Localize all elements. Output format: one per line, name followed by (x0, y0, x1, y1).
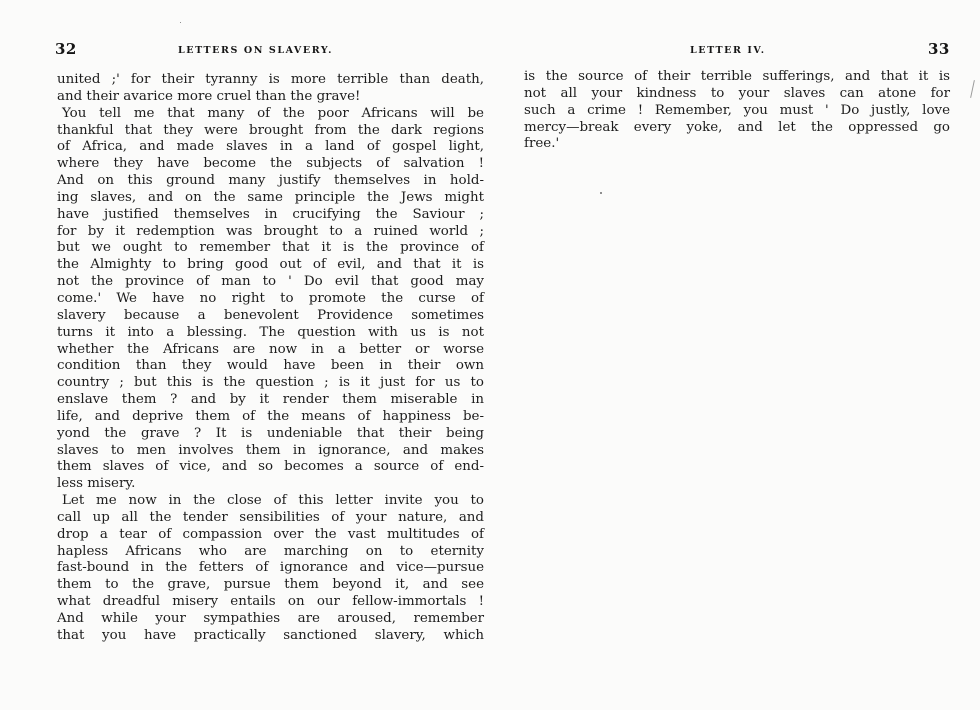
text-line: of Africa, and made slaves in a land of gospel light, (57, 139, 484, 155)
text-line: for by it redemption was brought to a ruined world ; (57, 223, 484, 239)
text-line: such a crime ! Remember, you must ' Do justly, love (524, 102, 950, 118)
paper-speck (600, 192, 602, 194)
body-text (57, 72, 484, 645)
text-line: condition than they would have been in their own (57, 358, 484, 374)
page-number: 32 (55, 40, 77, 58)
body-text (524, 69, 950, 153)
text-line: country ; but this is the question ; is it just for us to (57, 375, 484, 391)
text-line: slavery because a benevolent Providence sometimes (57, 307, 484, 323)
right-page (500, 0, 980, 710)
text-line: them slaves of vice, and so becomes a source of end- (57, 459, 484, 475)
page-number: 33 (928, 40, 950, 58)
text-line: hapless Africans who are marching on to eternity (57, 543, 484, 559)
text-line: thankful that they were brought from the dark regions (57, 122, 484, 138)
text-line: what dreadful misery entails on our fellow-immortals ! (57, 594, 484, 610)
text-line: come.' We have no right to promote the curse of (57, 290, 484, 306)
paper-speck (180, 22, 181, 23)
text-line: ing slaves, and on the same principle the Jews might (57, 189, 484, 205)
text-line: You tell me that many of the poor Africans will be (62, 105, 484, 121)
running-head: LETTER IV. (690, 45, 766, 56)
text-line: but we ought to remember that it is the province of (57, 240, 484, 256)
text-line: that you have practically sanctioned slavery, which (57, 627, 484, 643)
text-line: where they have become the subjects of salvation ! (57, 156, 484, 172)
text-line: free.' (524, 136, 560, 152)
text-line: And while your sympathies are aroused, remember (57, 611, 484, 626)
text-line: mercy—break every yoke, and let the oppressed go (524, 119, 950, 135)
running-head: LETTERS ON SLAVERY. (178, 45, 333, 56)
text-line: yond the grave ? It is undeniable that their being (57, 425, 484, 441)
text-line: call up all the tender sensibilities of your nature, and (57, 509, 484, 525)
text-line: whether the Africans are now in a better or worse (57, 341, 484, 357)
text-line: fast-bound in the fetters of ignorance and vice—pursue (57, 560, 484, 576)
text-line: united ;' for their tyranny is more terrible than death, (57, 72, 484, 87)
text-line: slaves to men involves them in ignorance, and makes (57, 442, 484, 458)
text-line: life, and deprive them of the means of happiness be- (57, 408, 484, 424)
text-line: not all your kindness to your slaves can atone for (524, 85, 950, 101)
text-line: have justified themselves in crucifying the Saviour ; (57, 206, 484, 222)
text-line: Let me now in the close of this letter invite you to (62, 493, 484, 509)
text-line: is the source of their terrible sufferings, and that it is (524, 69, 950, 84)
text-line: turns it into a blessing. The question with us is not (57, 324, 484, 340)
text-line: less misery. (57, 476, 136, 492)
text-line: drop a tear of compassion over the vast multitudes of (57, 526, 484, 542)
text-line: the Almighty to bring good out of evil, and that it is (57, 257, 484, 273)
text-line: them to the grave, pursue them beyond it, and see (57, 577, 484, 593)
text-line: enslave them ? and by it render them miserable in (57, 392, 484, 408)
text-line: And on this ground many justify themselves in hold- (57, 173, 484, 189)
text-line: not the province of man to ' Do evil that good may (57, 274, 484, 290)
text-line: and their avarice more cruel than the grave! (57, 88, 361, 104)
